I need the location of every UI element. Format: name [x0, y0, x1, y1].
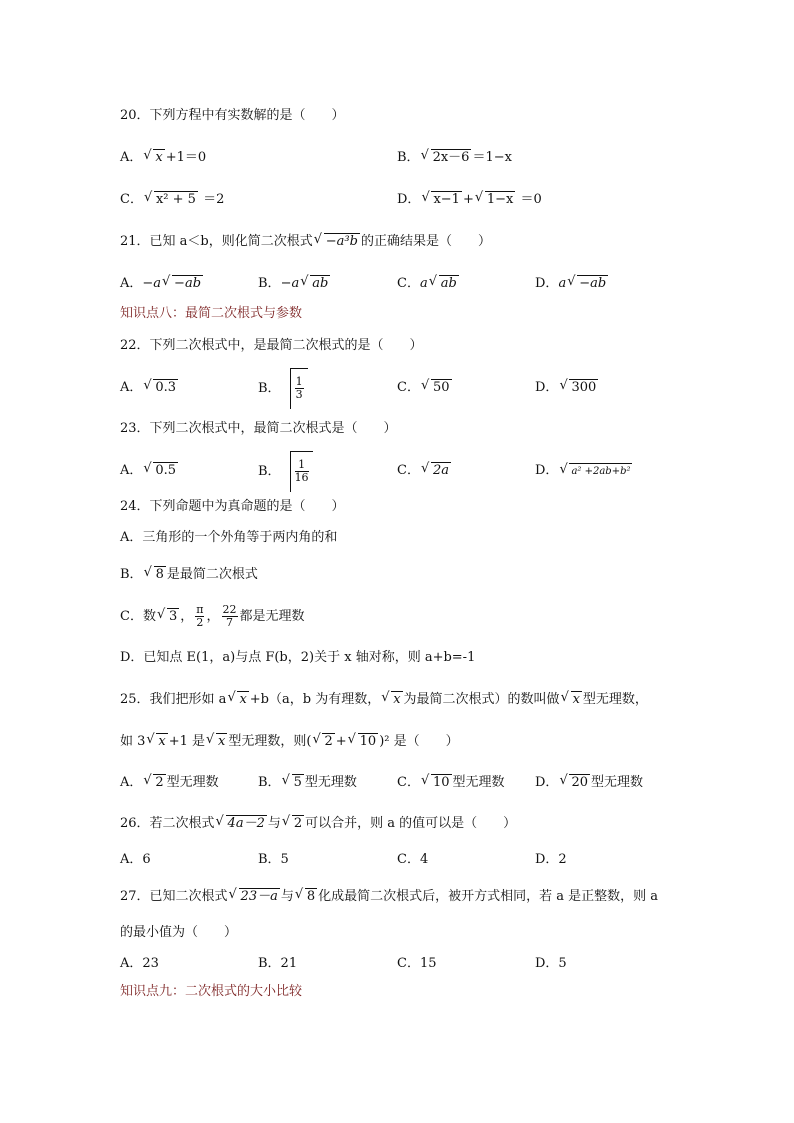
sqrt: √ ab [429, 275, 459, 291]
sqrt: √ x² + 5 [144, 191, 198, 207]
q21-option-c: C．a√ ab [397, 273, 460, 295]
q22-option-d: D．√ 300 [535, 377, 599, 399]
q24-option-c: C．数√ 3 ， $\frac{\pi}{2}$ ， $\frac{22}{7}$ 都是无理数 [120, 597, 305, 637]
sqrt: √ a² +2ab+b² [559, 463, 632, 479]
q27-option-b: B．21 [258, 956, 298, 971]
q20-option-b: B．√ 2x－6 ＝1−x [397, 147, 512, 169]
sqrt: √ 50 [421, 379, 452, 395]
q26-option-b: B．5 [258, 852, 289, 867]
sqrt: √ 0.3 [143, 379, 178, 395]
sqrt: √ −ab [162, 275, 203, 291]
sqrt: √ 2 [143, 774, 165, 790]
sqrt: √ x [146, 733, 167, 749]
q23-option-a: A．√ 0.5 [120, 460, 179, 482]
q27-option-d: D．5 [535, 956, 567, 971]
sqrt: √ 2 [282, 815, 304, 831]
question-26-stem: 26．若二次根式√ 4a－2 与√ 2 可以合并，则 a 的值可以是（ ） [120, 813, 516, 835]
sqrt: √ x [206, 733, 227, 749]
sqrt: √ 300 [559, 379, 598, 395]
question-22-stem: 22．下列二次根式中，是最简二次根式的是（ ） [120, 338, 423, 353]
sqrt: √ −a³b [314, 233, 360, 249]
sqrt: √ x−1 [421, 191, 462, 207]
question-21-stem: 21．已知 a＜b，则化简二次根式√ −a³b 的正确结果是（ ） [120, 231, 491, 253]
question-24-stem: 24．下列命题中为真命题的是（ ） [120, 499, 345, 514]
q22-option-a: A．√ 0.3 [120, 377, 179, 399]
question-25-stem-line2: 如 3√ x +1 是√ x 型无理数，则(√ 2 +√ 10 )² 是（ ） [120, 731, 459, 753]
q23-option-d: D．√ a² +2ab+b² [535, 460, 633, 482]
q27-option-a: A．23 [120, 956, 159, 971]
q24-option-b: B．√ 8 是最简二次根式 [120, 564, 258, 586]
q20-option-c: C．√ x² + 5 ＝2 [120, 189, 224, 211]
sqrt: √ 2x－6 [421, 149, 472, 165]
q21-option-b: B．−a√ ab [258, 273, 331, 295]
sqrt: $\frac{1}{16}$ [281, 451, 313, 492]
section-heading-8: 知识点八：最简二次根式与参数 [120, 306, 303, 321]
question-20-stem: 20．下列方程中有实数解的是（ ） [120, 108, 345, 123]
q21-option-d: D．a√ −ab [535, 273, 609, 295]
sqrt: √ −ab [567, 275, 608, 291]
q24-option-a: A．三角形的一个外角等于两内角的和 [120, 530, 338, 545]
q27-option-c: C．15 [397, 956, 437, 971]
question-25-stem: 25．我们把形如 a√ x +b（a，b 为有理数，√ x 为最简二次根式）的数叫做√ x 型无理数， [120, 689, 648, 711]
q23-option-b: B． $\frac{1}{16}$ [258, 451, 313, 491]
q21-option-a: A．−a√ −ab [120, 273, 204, 295]
sqrt: √ 5 [282, 774, 304, 790]
section-heading-9: 知识点九：二次根式的大小比较 [120, 984, 303, 999]
q26-option-a: A．6 [120, 852, 151, 867]
sqrt: √ 10 [421, 774, 452, 790]
question-27-stem: 27．已知二次根式√ 23－a 与√ 8 化成最简二次根式后，被开方式相同，若 a 是正整数，则 a [120, 886, 658, 908]
sqrt: √ 23－a [229, 888, 280, 904]
sqrt: √ 20 [559, 774, 590, 790]
sqrt: √ x [381, 691, 402, 707]
sqrt: √ 8 [295, 888, 317, 904]
sqrt: $\frac{1}{3}$ [281, 368, 308, 409]
q24-option-d: D．已知点 E(1，a)与点 F(b，2)关于 x 轴对称，则 a+b=-1 [120, 650, 476, 665]
q25-option-b: B．√ 5 型无理数 [258, 772, 357, 794]
q20-option-d: D．√ x−1 +√ 1−x ＝0 [397, 189, 542, 211]
question-27-stem-line2: 的最小值为（ ） [120, 925, 238, 940]
sqrt: √ 4a－2 [216, 815, 267, 831]
sqrt: √ 8 [144, 566, 166, 582]
q26-option-c: C．4 [397, 852, 429, 867]
q25-option-d: D．√ 20 型无理数 [535, 772, 643, 794]
sqrt: √ 0.5 [143, 462, 178, 478]
sqrt: √ 2 [312, 733, 334, 749]
sqrt: √ x [561, 691, 582, 707]
sqrt: √ 10 [348, 733, 379, 749]
question-23-stem: 23．下列二次根式中，最简二次根式是（ ） [120, 421, 397, 436]
q22-option-b: B． $\frac{1}{3}$ [258, 368, 308, 408]
sqrt: √ 3 [157, 608, 179, 624]
q23-option-c: C．√ 2a [397, 460, 452, 482]
sqrt: √ 2a [421, 462, 451, 478]
sqrt: √ 1−x [475, 191, 516, 207]
sqrt: √ x [227, 691, 248, 707]
q26-option-d: D．2 [535, 852, 567, 867]
sqrt: √ x [143, 149, 164, 165]
q25-option-a: A．√ 2 型无理数 [120, 772, 219, 794]
sqrt: √ ab [300, 275, 330, 291]
q25-option-c: C．√ 10 型无理数 [397, 772, 505, 794]
q20-option-a: A．√ x +1＝0 [120, 147, 206, 169]
q22-option-c: C．√ 50 [397, 377, 453, 399]
